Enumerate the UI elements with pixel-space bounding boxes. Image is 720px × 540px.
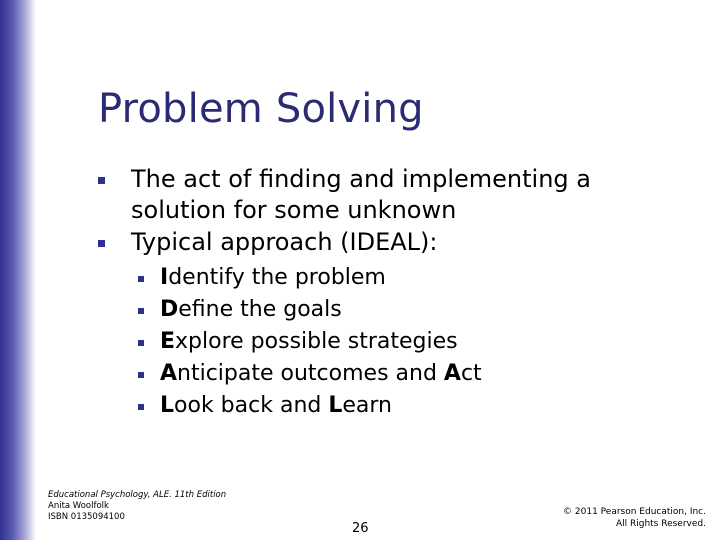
ideal-letter: E [160, 329, 176, 354]
footer-book-info [48, 490, 226, 523]
footer-copyright [563, 506, 706, 530]
bullet-approach: Typical approach (IDEAL): [131, 228, 438, 256]
footer-course-title: Educational Psychology, ALE. 11th Edition [48, 490, 227, 500]
left-gradient-bar [0, 0, 36, 540]
bullet-square-icon [98, 177, 105, 184]
sub-bullet-square-icon [138, 372, 144, 378]
sub-bullet-square-icon [138, 308, 144, 314]
sub-bullet-text: nticipate outcomes and [177, 361, 444, 386]
ideal-letter: I [160, 265, 169, 290]
sub-bullet-explore [160, 329, 458, 355]
footer-isbn: ISBN 0135094100 [48, 512, 125, 522]
sub-bullet-text: dentify the problem [168, 265, 386, 290]
sub-bullet-identify [160, 265, 386, 291]
footer-author: Anita Woolfolk [48, 501, 109, 511]
sub-bullet-anticipate [160, 361, 482, 387]
sub-bullet-square-icon [138, 404, 144, 410]
sub-bullet-square-icon [138, 340, 144, 346]
ideal-letter: A [160, 361, 178, 386]
sub-bullet-text: ct [460, 361, 482, 386]
sub-bullet-text: xplore possible strategies [175, 329, 458, 354]
copyright-line-1: © 2011 Pearson Education, Inc. [563, 507, 706, 517]
ideal-letter: D [160, 297, 179, 322]
ideal-letter: L [160, 393, 175, 418]
ideal-letter: L [328, 393, 343, 418]
bullet-definition: The act of finding and implementing a solution for some unknown [131, 165, 591, 224]
sub-bullet-text: earn [342, 393, 392, 418]
sub-bullet-define [160, 297, 342, 323]
bullet-square-icon [98, 240, 105, 247]
sub-bullet-text: efine the goals [178, 297, 342, 322]
sub-bullet-text: ook back and [174, 393, 329, 418]
sub-bullet-square-icon [138, 276, 144, 282]
sub-bullet-look-back [160, 393, 392, 419]
ideal-letter: A [443, 361, 461, 386]
copyright-line-2: All Rights Reserved. [615, 519, 706, 529]
slide-title: Problem Solving [98, 86, 424, 132]
page-number: 26 [352, 521, 369, 536]
